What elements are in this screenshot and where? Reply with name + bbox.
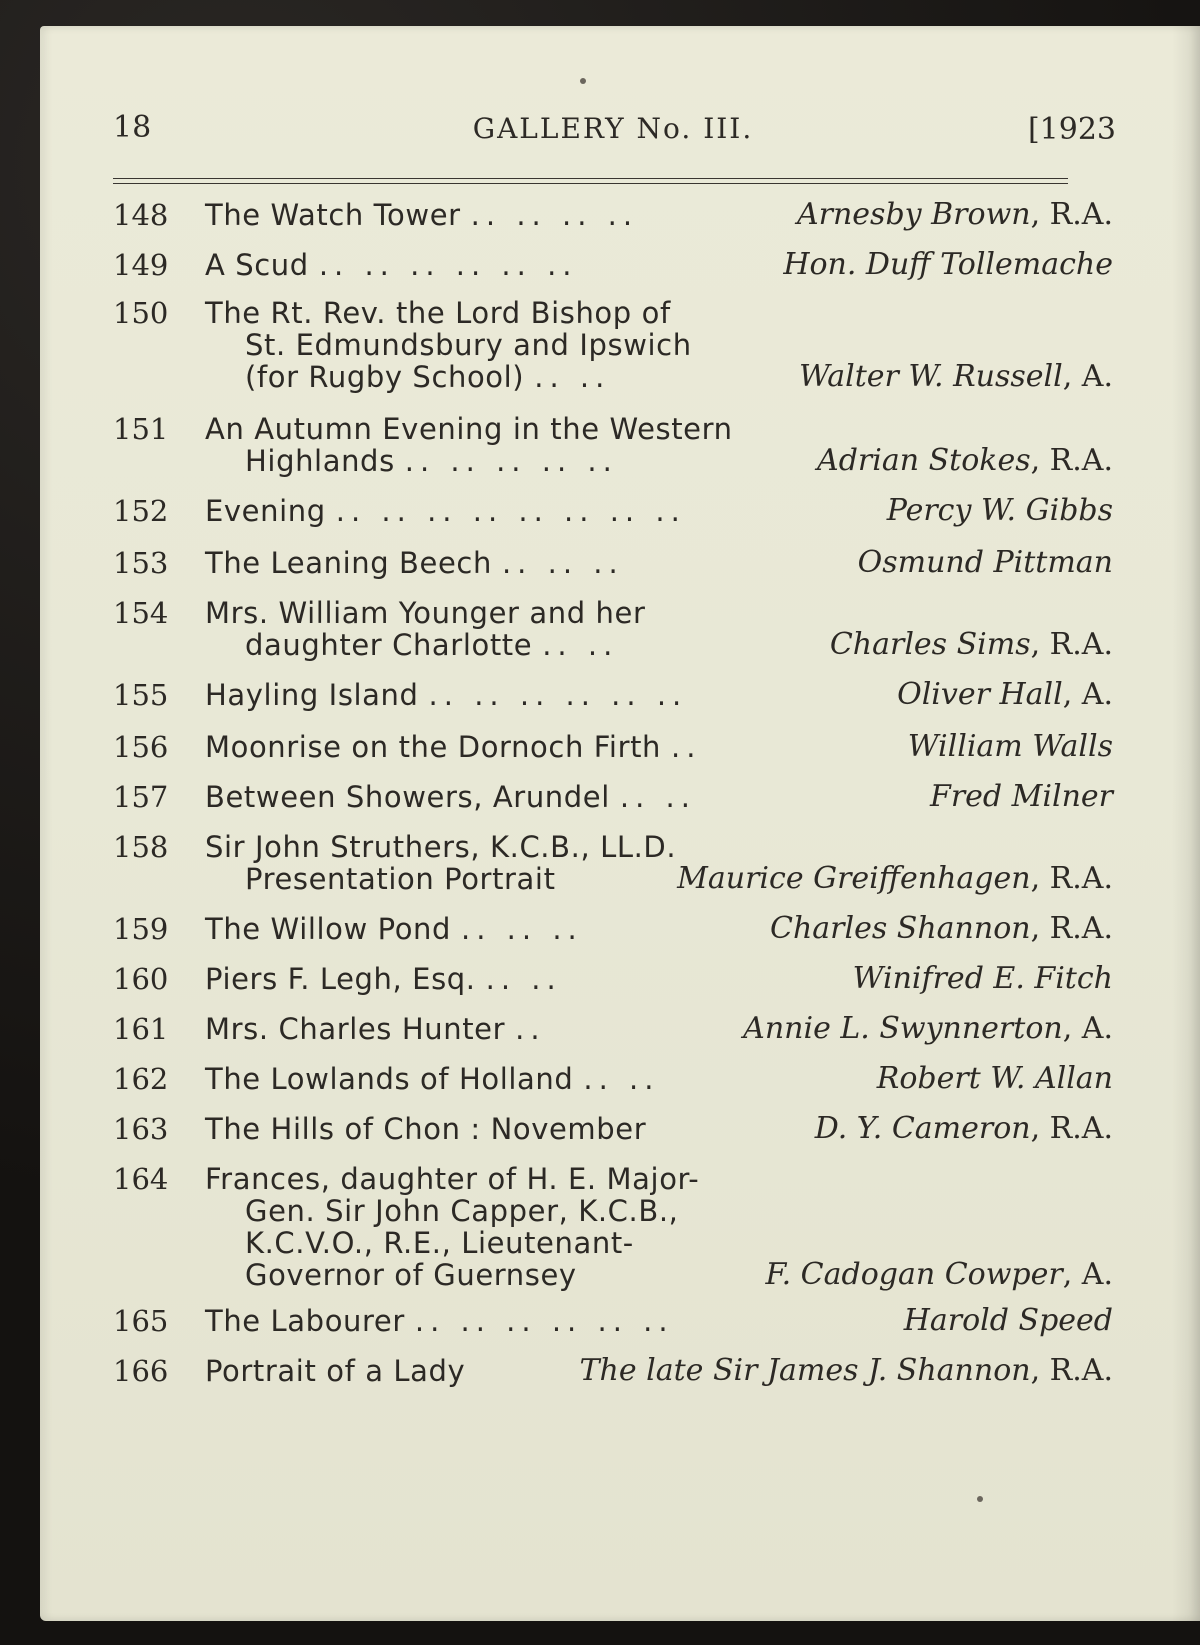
leader-dots: .. .. (619, 780, 696, 814)
entry-title-line (205, 494, 686, 528)
artist-honours: , R.A. (1030, 1111, 1113, 1146)
entry-title-text: Frances, daughter of H. E. Major- (205, 1162, 700, 1196)
entry-title-text: Highlands (245, 444, 395, 478)
entry-title-line (205, 962, 562, 996)
artist-name: Arnesby Brown (796, 197, 1031, 232)
entry-title-text: The Leaning Beech (205, 546, 492, 580)
artist-credit (765, 1257, 1113, 1292)
artist-name: Harold Speed (903, 1303, 1113, 1338)
entry-title-text: daughter Charlotte (245, 628, 533, 662)
entry-title-text: (for Rugby School) (245, 360, 525, 394)
gallery-title: GALLERY No. III. (472, 112, 754, 145)
entry-number: 150 (113, 296, 169, 330)
entry-title-text: The Willow Pond (205, 912, 452, 946)
artist-credit (908, 729, 1113, 764)
artist-name: Robert W. Allan (876, 1061, 1113, 1096)
artist-credit (897, 677, 1113, 712)
entry-title-line (205, 546, 624, 580)
entry-title-text: Between Showers, Arundel (205, 780, 610, 814)
entry-title-line (245, 628, 618, 662)
catalogue-entry (113, 1304, 1113, 1342)
leader-dots: .. .. (583, 1062, 660, 1096)
artist-honours: , R.A. (1030, 911, 1113, 946)
catalogue-entry (113, 962, 1113, 1000)
artist-honours: , R.A. (1030, 443, 1113, 478)
leader-dots: .. .. .. .. .. (404, 444, 618, 478)
leader-dots: .. .. .. (501, 546, 624, 580)
entry-number: 152 (113, 494, 169, 528)
entry-title-line (245, 1258, 577, 1292)
catalogue-entry (113, 412, 1113, 482)
artist-credit (783, 247, 1113, 282)
artist-name: The late Sir James J. Shannon (579, 1353, 1031, 1388)
entry-title-line (205, 296, 671, 330)
artist-credit (887, 493, 1113, 528)
entry-number: 166 (113, 1354, 169, 1388)
artist-honours: , R.A. (1030, 627, 1113, 662)
entry-title-text: Sir John Struthers, K.C.B., LL.D. (205, 830, 677, 864)
catalogue-year: [1923 (1027, 112, 1116, 147)
entry-title-text: The Lowlands of Holland (205, 1062, 574, 1096)
page-header (113, 100, 1116, 152)
catalogue-entry (113, 678, 1113, 716)
leader-dots: .. (515, 1012, 546, 1046)
artist-honours: , A. (1062, 677, 1113, 712)
artist-honours: , R.A. (1030, 197, 1113, 232)
paper-speck (580, 78, 586, 84)
entry-title-line (245, 1226, 634, 1260)
leader-dots: .. .. .. .. (470, 198, 639, 232)
artist-name: William Walls (907, 729, 1113, 764)
catalogue-entry (113, 596, 1113, 666)
entry-title-text: Mrs. Charles Hunter (205, 1012, 506, 1046)
entry-title-line (205, 1062, 660, 1096)
entry-title-line (205, 1112, 646, 1146)
catalogue-entry (113, 730, 1113, 768)
entry-number: 161 (113, 1012, 169, 1046)
entry-title-text: Governor of Guernsey (245, 1258, 577, 1292)
entry-number: 149 (113, 248, 169, 282)
entry-number: 163 (113, 1112, 169, 1146)
entry-number: 165 (113, 1304, 169, 1338)
artist-credit (930, 779, 1113, 814)
artist-honours: , A. (1062, 1257, 1113, 1292)
entry-number: 151 (113, 412, 169, 446)
entry-title-text: An Autumn Evening in the Western (205, 412, 733, 446)
entry-title-text: Hayling Island (205, 678, 419, 712)
entry-title-line (205, 678, 687, 712)
paper-speck (977, 1496, 983, 1502)
leader-dots: .. .. (534, 360, 611, 394)
entry-title-text: Presentation Portrait (245, 862, 556, 896)
catalogue-entry (113, 1112, 1113, 1150)
entry-title-line (205, 1162, 699, 1196)
artist-honours: , R.A. (1030, 1353, 1113, 1388)
artist-credit (817, 443, 1113, 478)
catalogue-entry (113, 198, 1113, 236)
entry-title-text: The Rt. Rev. the Lord Bishop of (205, 296, 671, 330)
entry-number: 156 (113, 730, 169, 764)
entry-title-line (245, 1194, 678, 1228)
artist-honours: , A. (1062, 1011, 1113, 1046)
entry-title-text: Portrait of a Lady (205, 1354, 466, 1388)
entry-title-text: Moonrise on the Dornoch Firth (205, 730, 662, 764)
entry-title-text: Evening (205, 494, 326, 528)
catalogue-entry (113, 494, 1113, 532)
artist-name: Annie L. Swynnerton (743, 1011, 1063, 1046)
artist-credit (858, 545, 1113, 580)
catalogue-entry (113, 546, 1113, 584)
catalogue-entry (113, 912, 1113, 950)
entry-title-line (245, 444, 618, 478)
entry-number: 158 (113, 830, 169, 864)
entry-title-text: Piers F. Legh, Esq. (205, 962, 476, 996)
entry-title-line (205, 730, 701, 764)
catalogue-entry (113, 1012, 1113, 1050)
artist-credit (904, 1303, 1113, 1338)
catalogue-entry (113, 1354, 1113, 1392)
entry-number: 155 (113, 678, 169, 712)
artist-credit (770, 911, 1113, 946)
artist-credit (580, 1353, 1113, 1388)
artist-name: Charles Sims (829, 627, 1031, 662)
header-double-rule (113, 178, 1068, 184)
entry-title-line (205, 780, 696, 814)
catalogue-entry (113, 1062, 1113, 1100)
entry-title-text: The Labourer (205, 1304, 405, 1338)
entry-title-line (205, 1304, 674, 1338)
artist-honours: , R.A. (1030, 861, 1113, 896)
leader-dots: .. .. .. (461, 912, 583, 946)
entry-title-text: Gen. Sir John Capper, K.C.B., (245, 1194, 679, 1228)
catalogue-entry (113, 296, 1113, 398)
artist-credit (743, 1011, 1113, 1046)
artist-name: Adrian Stokes (817, 443, 1031, 478)
artist-name: Fred Milner (930, 779, 1113, 814)
leader-dots: .. .. .. .. .. .. (414, 1304, 674, 1338)
entry-title-line (245, 360, 610, 394)
artist-name: Oliver Hall (897, 677, 1063, 712)
artist-credit (815, 1111, 1113, 1146)
entry-number: 164 (113, 1162, 169, 1196)
entry-title-line (245, 328, 692, 362)
entry-title-line (205, 198, 638, 232)
catalogue-entry (113, 780, 1113, 818)
entry-title-line (205, 248, 578, 282)
entry-number: 159 (113, 912, 169, 946)
artist-credit (799, 359, 1113, 394)
artist-name: Charles Shannon (770, 911, 1031, 946)
entry-title-line (205, 596, 645, 630)
entry-title-line (245, 862, 556, 896)
leader-dots: .. .. (485, 962, 562, 996)
artist-name: Percy W. Gibbs (886, 493, 1113, 528)
entry-title-text: A Scud (205, 248, 309, 282)
artist-name: Maurice Greiffenhagen (677, 861, 1031, 896)
entry-title-text: St. Edmundsbury and Ipswich (245, 328, 692, 362)
entry-number: 153 (113, 546, 169, 580)
leader-dots: .. .. .. .. .. .. .. .. (335, 494, 686, 528)
entry-title-text: The Watch Tower (205, 198, 461, 232)
catalogue-entry (113, 248, 1113, 286)
page-edge-shadow (1172, 26, 1200, 1621)
leader-dots: .. .. (542, 628, 619, 662)
entry-number: 162 (113, 1062, 169, 1096)
artist-credit (677, 861, 1113, 896)
entry-title-line (205, 1354, 465, 1388)
entry-title-text: The Hills of Chon : November (205, 1112, 647, 1146)
leader-dots: .. .. .. .. .. .. (428, 678, 688, 712)
catalogue-entry (113, 1162, 1113, 1296)
entry-title-line (205, 912, 583, 946)
entry-number: 154 (113, 596, 169, 630)
entry-title-text: Mrs. William Younger and her (205, 596, 646, 630)
artist-credit (853, 961, 1113, 996)
artist-credit (877, 1061, 1113, 1096)
artist-name: Walter W. Russell (799, 359, 1063, 394)
entry-title-text: K.C.V.O., R.E., Lieutenant- (245, 1226, 634, 1260)
artist-name: F. Cadogan Cowper (765, 1257, 1063, 1292)
artist-name: Osmund Pittman (857, 545, 1113, 580)
entry-title-line (205, 1012, 546, 1046)
leader-dots: .. (671, 730, 702, 764)
entry-number: 157 (113, 780, 169, 814)
entry-title-line (205, 830, 676, 864)
entry-title-line (205, 412, 733, 446)
artist-name: Hon. Duff Tollemache (783, 247, 1113, 282)
catalogue-entry (113, 830, 1113, 900)
leader-dots: .. .. .. .. .. .. (318, 248, 578, 282)
entry-number: 160 (113, 962, 169, 996)
artist-honours: , A. (1062, 359, 1113, 394)
artist-name: Winifred E. Fitch (852, 961, 1113, 996)
artist-credit (797, 197, 1113, 232)
page-number: 18 (113, 110, 152, 145)
entry-number: 148 (113, 198, 169, 232)
artist-name: D. Y. Cameron (814, 1111, 1031, 1146)
artist-credit (830, 627, 1113, 662)
